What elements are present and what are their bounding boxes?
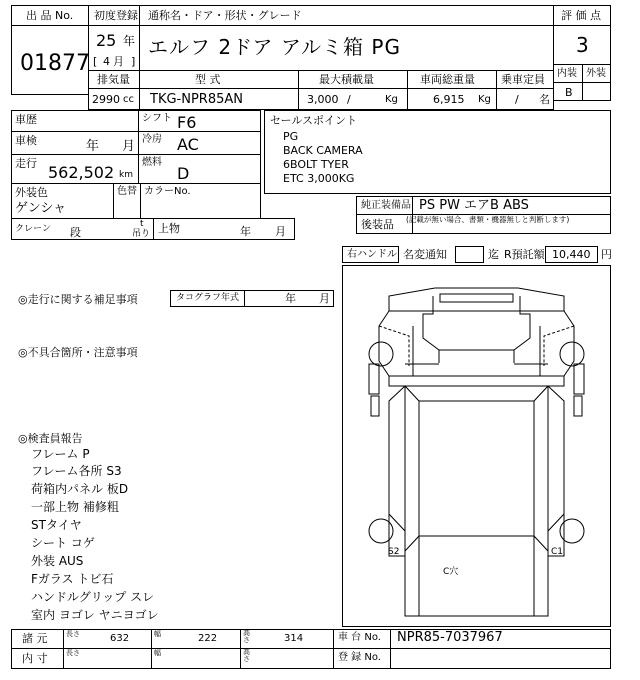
month-bracket-close: ] — [131, 55, 136, 68]
exterior-label: 外装 — [586, 68, 606, 79]
tacho-month-unit: 月 — [319, 292, 330, 305]
capacity-cell — [496, 88, 554, 110]
capacity-label: 乗車定員 — [501, 73, 545, 86]
lot-number-cell — [11, 25, 89, 95]
sales-point-line: ETC 3,000KG — [283, 172, 355, 185]
lot-number: 01877 — [20, 51, 90, 76]
recycle-amount: 10,440 — [552, 248, 591, 261]
fuel-value: D — [177, 164, 190, 183]
mileage-unit: km — [119, 170, 133, 180]
crane-label: クレーン — [15, 224, 51, 234]
chassis-label: 車 台 No. — [338, 632, 381, 643]
inspector-line: シート コゲ — [31, 536, 95, 550]
capacity-slash: / — [515, 93, 519, 106]
rhd-cell — [342, 246, 399, 263]
tacho-label: タコグラフ年式 — [176, 293, 240, 303]
history-cell — [11, 110, 139, 132]
month-bracket-open: [ — [93, 55, 98, 68]
max-load-value: 3,000 — [307, 93, 339, 106]
diagram-mark-s2: S2 — [388, 547, 400, 557]
width-label: 幅 — [154, 630, 161, 638]
length-label: 長さ — [66, 630, 80, 638]
shift-cell — [138, 110, 261, 132]
lot-label: 出 品 No. — [26, 9, 74, 22]
diagram-mark-c1: C1 — [551, 547, 564, 557]
footer-row-divider — [11, 648, 611, 649]
max-load-slash: / — [347, 93, 351, 106]
aftermarket-note: (記載が無い場合、書類・機器無しと判断します) — [406, 215, 570, 224]
max-load-label: 最大積載量 — [319, 73, 374, 86]
inspection-label: 車検 — [15, 134, 37, 147]
tacho-year-unit: 年 — [285, 292, 296, 305]
name-label-cell — [139, 5, 554, 26]
gross-weight-label: 車両総重量 — [420, 73, 475, 86]
inner-width-label: 幅 — [154, 649, 161, 657]
inner-length-label: 長さ — [66, 649, 80, 657]
tacho-divider — [244, 291, 245, 306]
ac-label: 冷房 — [142, 134, 162, 145]
upper-month-unit: 月 — [275, 225, 286, 238]
grade-label-cell — [553, 5, 611, 26]
interior-label: 内装 — [557, 68, 577, 79]
ac-cell — [138, 131, 261, 155]
max-load-cell — [298, 88, 408, 110]
lot-label-cell — [11, 5, 89, 26]
first-reg-year-unit: 年 — [123, 34, 136, 48]
exterior-label-cell — [582, 64, 611, 83]
max-load-unit: Kg — [385, 94, 398, 105]
fuel-cell — [138, 154, 261, 184]
color-no-cell — [113, 183, 141, 219]
first-reg-year: 25 — [96, 31, 117, 50]
name-change-label: 名変通知 — [403, 248, 447, 261]
height-value: 314 — [284, 633, 304, 644]
first-reg-label: 初度登録 — [94, 9, 138, 22]
crane-ton-unit: t — [140, 219, 144, 229]
deadline-label: 迄 — [488, 248, 499, 261]
dims-label: 諸 元 — [22, 632, 48, 645]
aftermarket-label: 後装品 — [361, 218, 394, 231]
truck-diagram — [343, 266, 610, 626]
displacement-label: 排気量 — [97, 73, 130, 86]
color-no2-label: カラーNo. — [144, 186, 191, 197]
diagram-mark-hole: C穴 — [443, 567, 459, 577]
mileage-value: 562,502 — [48, 163, 115, 182]
inspector-line: ハンドルグリップ スレ — [31, 590, 155, 604]
score-cell — [553, 25, 611, 65]
shift-value: F6 — [177, 113, 197, 132]
crane-stage-unit: 段 — [70, 226, 81, 239]
displacement-cell — [88, 88, 140, 110]
crane-hoist-unit: 吊り — [132, 229, 151, 239]
model-name: エルフ 2ドア アルミ箱 PG — [148, 35, 401, 59]
score-value: 3 — [576, 33, 589, 57]
first-reg-month: 4 — [103, 55, 110, 68]
length-value: 632 — [110, 633, 130, 644]
grade-label: 評 価 点 — [561, 9, 601, 22]
first-reg-month-unit: 月 — [113, 55, 124, 68]
recycle-label: R預託額 — [504, 248, 545, 261]
aftermarket-label-cell — [356, 214, 413, 234]
capacity-unit: 名 — [539, 93, 550, 106]
interior-label-cell — [553, 64, 583, 83]
sales-point-line: 6BOLT TYER — [283, 158, 349, 171]
sales-point-line: PG — [283, 130, 299, 143]
chassis-number: NPR85-7037967 — [397, 630, 503, 645]
ext-color-cell — [11, 183, 114, 219]
displacement-unit: cc — [123, 94, 134, 105]
driving-notes-label: ◎走行に関する補足事項 — [18, 293, 138, 306]
defects-label: ◎不具合箇所・注意事項 — [18, 346, 138, 359]
ext-color-value: ゲンシャ — [15, 201, 67, 216]
inspection-year-unit: 年 — [86, 139, 100, 154]
inspector-line: フレーム P — [31, 447, 90, 461]
standard-equip-cell — [412, 196, 611, 215]
fuel-label: 燃料 — [142, 157, 162, 168]
shift-label: シフト — [142, 113, 172, 124]
reg-label: 登 録 No. — [338, 652, 381, 663]
gross-weight-value: 6,915 — [433, 93, 465, 106]
inspection-cell — [11, 131, 139, 155]
inspector-line: 一部上物 補修粗 — [31, 500, 119, 514]
inspection-month-unit: 月 — [122, 139, 136, 154]
footer-col-divider — [333, 629, 334, 669]
inspector-line: フレーム各所 S3 — [31, 464, 122, 478]
gross-weight-cell — [407, 88, 497, 110]
sales-point-line: BACK CAMERA — [283, 144, 363, 157]
recycle-unit: 円 — [601, 248, 612, 261]
gross-weight-label-cell — [407, 70, 497, 89]
inspector-line: STタイヤ — [31, 518, 82, 532]
name-label: 通称名・ドア・形状・グレード — [148, 9, 302, 22]
history-label: 車歴 — [15, 113, 37, 126]
inspector-line: 室内 ヨゴレ ヤニヨゴレ — [31, 608, 159, 622]
displacement-label-cell — [88, 70, 140, 89]
interior-grade-cell — [553, 82, 583, 101]
width-value: 222 — [198, 633, 218, 644]
inspector-line: Fガラス トビ石 — [31, 572, 114, 586]
rhd-label: 右ハンドル — [347, 249, 397, 260]
sales-points-label: セールスポイント — [270, 114, 358, 127]
mileage-label: 走行 — [15, 157, 37, 170]
ac-value: AC — [177, 135, 199, 154]
model-type-value: TKG-NPR85AN — [150, 92, 243, 107]
recycle-amount-box — [545, 246, 598, 263]
interior-grade: B — [565, 86, 573, 99]
upper-year-unit: 年 — [240, 225, 251, 238]
crane-cell — [11, 218, 154, 240]
standard-equip-label: 純正装備品 — [361, 200, 411, 211]
standard-equip-value: PS PW エアB ABS — [419, 198, 529, 213]
inspector-label: ◎検査員報告 — [18, 432, 83, 445]
ext-color-label: 外装色 — [15, 186, 48, 199]
name-change-box — [455, 246, 484, 263]
model-type-cell — [139, 88, 299, 110]
footer-col-divider — [151, 629, 152, 669]
footer-col-divider — [240, 629, 241, 669]
footer-col-divider — [63, 629, 64, 669]
truck-diagram-frame — [342, 265, 611, 627]
capacity-label-cell — [496, 70, 554, 89]
inner-dims-label: 内 寸 — [22, 652, 48, 665]
gross-weight-unit: Kg — [478, 94, 491, 105]
first-reg-date-cell — [88, 25, 140, 71]
tacho-box — [170, 290, 334, 307]
color-no2-cell — [140, 183, 261, 219]
upper-label: 上物 — [158, 222, 180, 235]
inspector-line: 外装 AUS — [31, 554, 84, 568]
model-type-label: 型 式 — [195, 73, 221, 86]
inspector-line: 荷箱内パネル 板D — [31, 482, 129, 496]
exterior-grade-cell — [582, 82, 611, 101]
height-label: 高さ — [243, 629, 250, 645]
first-reg-label-cell — [88, 5, 140, 26]
upper-cell — [153, 218, 295, 240]
mileage-cell — [11, 154, 139, 184]
displacement-value: 2990 — [92, 93, 120, 106]
footer-col-divider — [390, 629, 391, 669]
sales-points-box — [264, 110, 611, 194]
standard-equip-label-cell — [356, 196, 413, 215]
aftermarket-cell — [406, 214, 611, 234]
model-name-cell — [139, 25, 554, 71]
max-load-label-cell — [298, 70, 408, 89]
inner-height-label: 高さ — [243, 648, 250, 664]
color-no-label: 色替 — [117, 186, 137, 197]
model-type-label-cell — [139, 70, 299, 89]
footer-table — [11, 629, 611, 669]
